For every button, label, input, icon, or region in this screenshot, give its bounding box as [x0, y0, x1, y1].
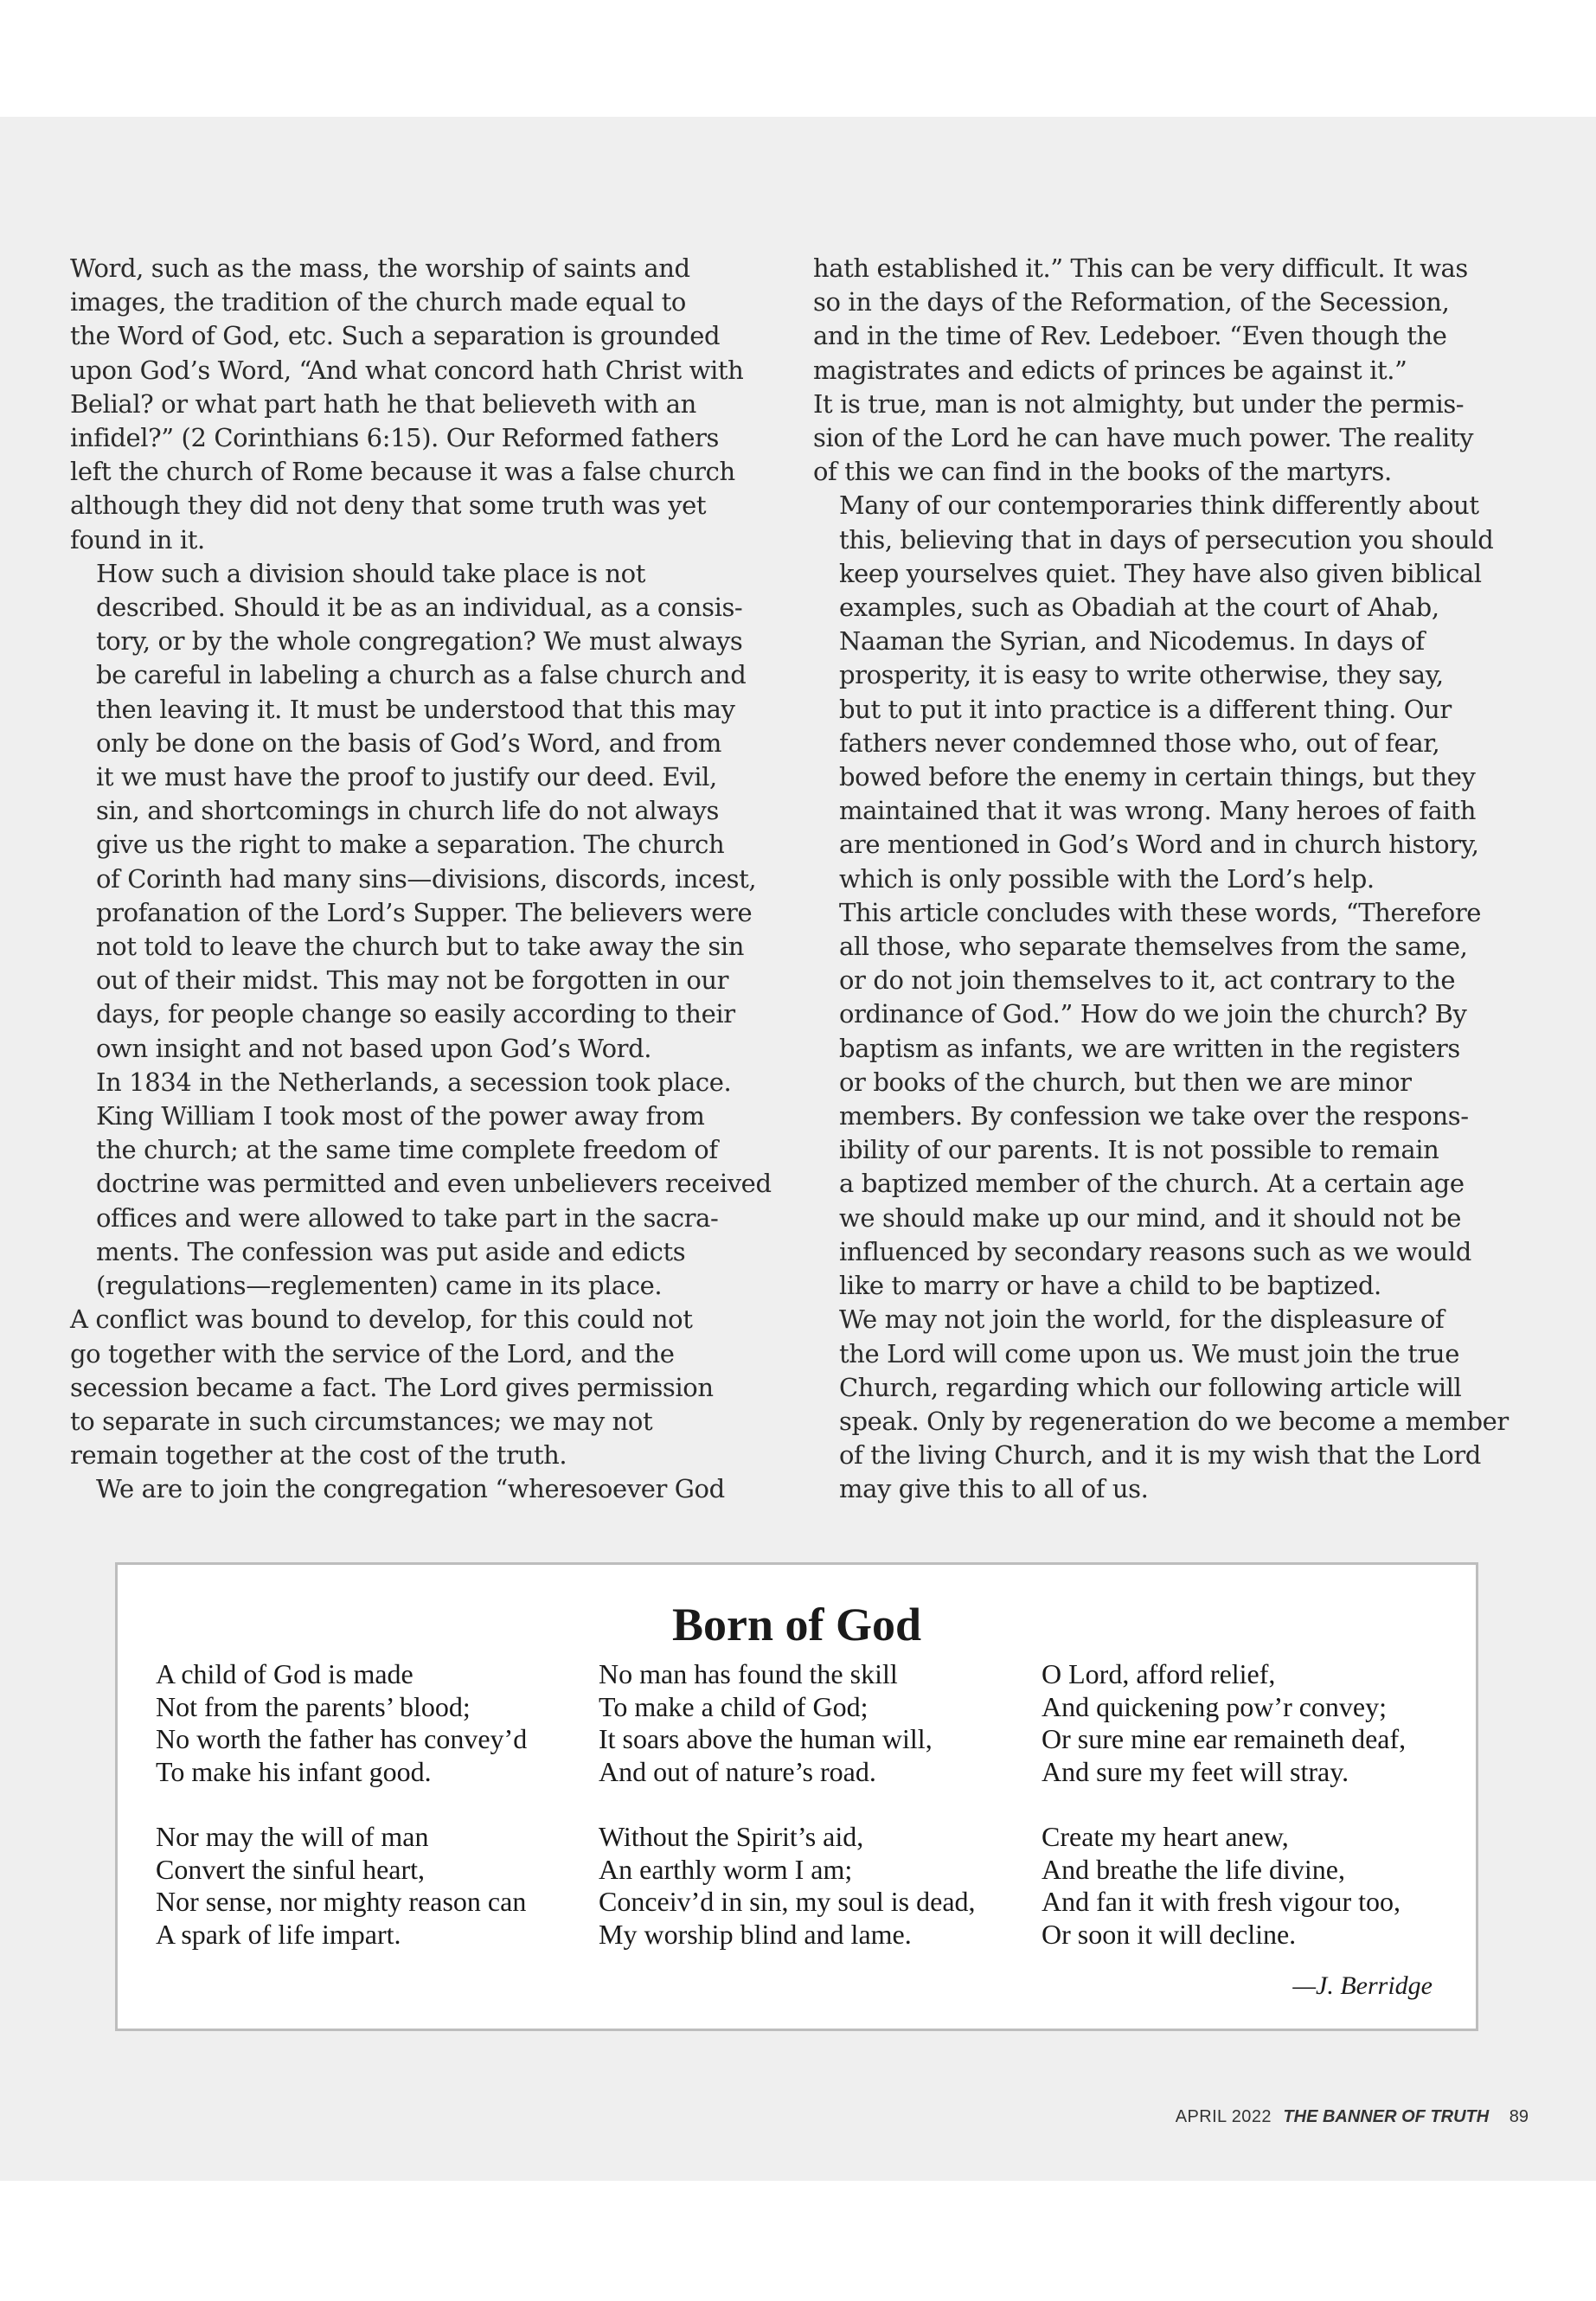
text-line: of the living Church, and it is my wish that the Lord [839, 1440, 1481, 1471]
text-line: sin, and shortcomings in church life do not always [96, 796, 719, 826]
text-line: sion of the Lord he can have much power. The reality [813, 423, 1474, 453]
poem-line: Conceiv’d in sin, my soul is dead, [599, 1886, 976, 1917]
text-line: prosperity, it is easy to write otherwise, they say, [839, 660, 1444, 690]
text-line: to separate in such circumstances; we may not [70, 1406, 653, 1436]
text-line: be careful in labeling a church as a false church and [96, 660, 747, 690]
text-line: the Lord will come upon us. We must join the true [839, 1338, 1459, 1368]
text-line: a baptized member of the church. At a certain age [839, 1169, 1465, 1199]
text-line: secession became a fact. The Lord gives permission [70, 1372, 714, 1402]
text-line: hath established it.” This can be very difficult. It was [813, 253, 1468, 283]
text-line: are mentioned in God’s Word and in church history, [839, 830, 1479, 860]
article-paragraph [813, 388, 1540, 490]
text-line: or books of the church, but then we are minor [839, 1067, 1412, 1097]
poem-line: Nor may the will of man [156, 1821, 429, 1852]
text-line: This article concludes with these words, “Therefore [839, 897, 1482, 927]
page-footer [1176, 2107, 1529, 2127]
text-line: or do not join themselves to it, act contrary to the [839, 965, 1456, 996]
text-line: found in it. [70, 524, 205, 554]
text-line: upon God’s Word, “And what concord hath Christ with [70, 355, 744, 385]
article-paragraph [813, 489, 1540, 895]
text-line: bowed before the enemy in certain things, but they [839, 762, 1476, 792]
article-paragraph [813, 252, 1540, 388]
poem-stanza [599, 1658, 1031, 1788]
poem-line: Not from the parents’ blood; [156, 1690, 471, 1722]
text-line: influenced by secondary reasons such as we would [839, 1236, 1471, 1266]
text-line: Naaman the Syrian, and Nicodemus. In days of [839, 626, 1425, 657]
poem-line: And breathe the life divine, [1042, 1853, 1345, 1885]
text-line: Belial? or what part hath he that believeth with an [70, 388, 696, 419]
poem-line: It soars above the human will, [599, 1723, 933, 1754]
text-line: profanation of the Lord’s Supper. The believers were [96, 897, 753, 927]
article-column-left [70, 252, 797, 1507]
article-paragraph [813, 896, 1540, 1303]
article-paragraph [813, 1303, 1540, 1506]
article-paragraph [70, 1303, 797, 1472]
text-line: fathers never condemned those who, out of fear, [839, 727, 1440, 758]
text-line: In 1834 in the Netherlands, a secession took place. [96, 1067, 732, 1097]
text-line: described. Should it be as an individual, as a consis- [96, 593, 743, 623]
text-line: remain together at the cost of the truth. [70, 1440, 567, 1471]
text-line: images, the tradition of the church made equal to [70, 287, 686, 317]
text-line: infidel?” (2 Corinthians 6:15). Our Reformed fathers [70, 423, 720, 453]
text-line: give us the right to make a separation. The church [96, 830, 725, 860]
poem-line: No worth the father has convey’d [156, 1723, 528, 1754]
text-line: may give this to all of us. [839, 1474, 1149, 1504]
text-line: the Word of God, etc. Such a separation is grounded [70, 321, 721, 351]
poem-stanza [1042, 1821, 1474, 1951]
text-line: speak. Only by regeneration do we become a member [839, 1406, 1509, 1436]
poem-line: My worship blind and lame. [599, 1918, 912, 1950]
text-line: maintained that it was wrong. Many heroes of faith [839, 796, 1476, 826]
poem-title: Born of God [671, 1599, 922, 1650]
text-line: of Corinth had many sins—divisions, discords, incest, [96, 863, 757, 894]
text-line: examples, such as Obadiah at the court of Ahab, [839, 593, 1439, 623]
text-line: (regulations—reglementen) came in its place. [96, 1271, 663, 1301]
poem-line: A child of God is made [156, 1658, 413, 1689]
poem-line: Nor sense, nor mighty reason can [156, 1886, 527, 1917]
text-line: days, for people change so easily according to their [96, 999, 735, 1029]
text-line: this, believing that in days of persecution you should [839, 524, 1494, 554]
poem-line: And fan it with fresh vigour too, [1042, 1886, 1401, 1917]
poem-line: No man has found the skill [599, 1658, 898, 1689]
text-line: then leaving it. It must be understood that this may [96, 694, 735, 724]
text-line: How such a division should take place is not [96, 558, 645, 588]
text-line: not told to leave the church but to take away the sin [96, 932, 744, 962]
text-line: King William I took most of the power away from [96, 1101, 705, 1131]
text-line: ordinance of God.” How do we join the church? By [839, 999, 1467, 1029]
article-column-right [813, 252, 1540, 1507]
text-line: but to put it into practice is a different thing. Our [839, 694, 1452, 724]
text-line: tory, or by the whole congregation? We must always [96, 626, 743, 657]
article-paragraph [70, 557, 797, 1066]
text-line: all those, who separate themselves from the same, [839, 932, 1468, 962]
poem-stanza [599, 1821, 1031, 1951]
poem-line: An earthly worm I am; [599, 1853, 853, 1885]
poem-line: Or sure mine ear remaineth deaf, [1042, 1723, 1407, 1754]
text-line: only be done on the basis of God’s Word, and from [96, 727, 722, 758]
poem-line: A spark of life impart. [156, 1918, 401, 1950]
text-line: left the church of Rome because it was a false church [70, 457, 735, 487]
poem-line: To make his infant good. [156, 1755, 432, 1787]
text-line: It is true, man is not almighty, but under the permis- [813, 388, 1465, 419]
poem-line: Without the Spirit’s aid, [599, 1821, 864, 1852]
text-line: We are to join the congregation “wheresoever God [96, 1474, 725, 1504]
poem-line: And sure my feet will stray. [1042, 1755, 1349, 1787]
text-line: like to marry or have a child to be baptized. [839, 1271, 1381, 1301]
footer-magazine-title: THE BANNER OF TRUTH [1283, 2107, 1490, 2126]
poem-attribution: —J. Berridge [1292, 1971, 1433, 2000]
poem-line: And out of nature’s road. [599, 1755, 876, 1787]
text-line: offices and were allowed to take part in the sacra- [96, 1202, 719, 1233]
text-line: keep yourselves quiet. They have also given biblical [839, 558, 1482, 588]
poem-box [115, 1562, 1478, 2031]
footer-issue-date: APRIL 2022 [1175, 2107, 1272, 2126]
text-line: ments. The confession was put aside and edicts [96, 1236, 686, 1266]
text-line: which is only possible with the Lord’s help. [839, 863, 1375, 894]
text-line: baptism as infants, we are written in the registers [839, 1033, 1460, 1063]
text-line: of this we can find in the books of the martyrs. [813, 457, 1392, 487]
text-line: A conflict was bound to develop, for this could not [70, 1304, 693, 1335]
article-paragraph [70, 252, 797, 557]
poem-line: Or soon it will decline. [1042, 1918, 1297, 1950]
text-line: magistrates and edicts of princes be against it.” [813, 355, 1407, 385]
text-line: out of their midst. This may not be forgotten in our [96, 965, 729, 996]
text-line: so in the days of the Reformation, of the Secession, [813, 287, 1450, 317]
article-paragraph [70, 1066, 797, 1303]
text-line: go together with the service of the Lord, and the [70, 1338, 675, 1368]
text-line: although they did not deny that some truth was yet [70, 490, 707, 521]
text-line: and in the time of Rev. Ledeboer. “Even though the [813, 321, 1447, 351]
text-line: the church; at the same time complete freedom of [96, 1135, 718, 1165]
text-line: Church, regarding which our following article will [839, 1372, 1462, 1402]
poem-stanza [156, 1658, 588, 1788]
footer-page-number: 89 [1509, 2107, 1529, 2126]
text-line: doctrine was permitted and even unbelievers received [96, 1169, 772, 1199]
text-line: it we must have the proof to justify our deed. Evil, [96, 762, 717, 792]
text-line: we should make up our mind, and it should not be [839, 1202, 1462, 1233]
poem-line: And quickening pow’r convey; [1042, 1690, 1388, 1722]
poem-line: To make a child of God; [599, 1690, 869, 1722]
text-line: members. By confession we take over the respons- [839, 1101, 1469, 1131]
poem-line: Convert the sinful heart, [156, 1853, 426, 1885]
article-paragraph [70, 1472, 797, 1506]
poem-line: Create my heart anew, [1042, 1821, 1289, 1852]
text-line: We may not join the world, for the displeasure of [839, 1304, 1445, 1335]
text-line: own insight and not based upon God’s Word. [96, 1033, 652, 1063]
text-line: ibility of our parents. It is not possible to remain [839, 1135, 1439, 1165]
poem-stanza [1042, 1658, 1474, 1788]
poem-line: O Lord, afford relief, [1042, 1658, 1276, 1689]
text-line: Many of our contemporaries think differently about [839, 490, 1479, 521]
poem-stanza [156, 1821, 588, 1951]
text-line: Word, such as the mass, the worship of saints and [70, 253, 690, 283]
